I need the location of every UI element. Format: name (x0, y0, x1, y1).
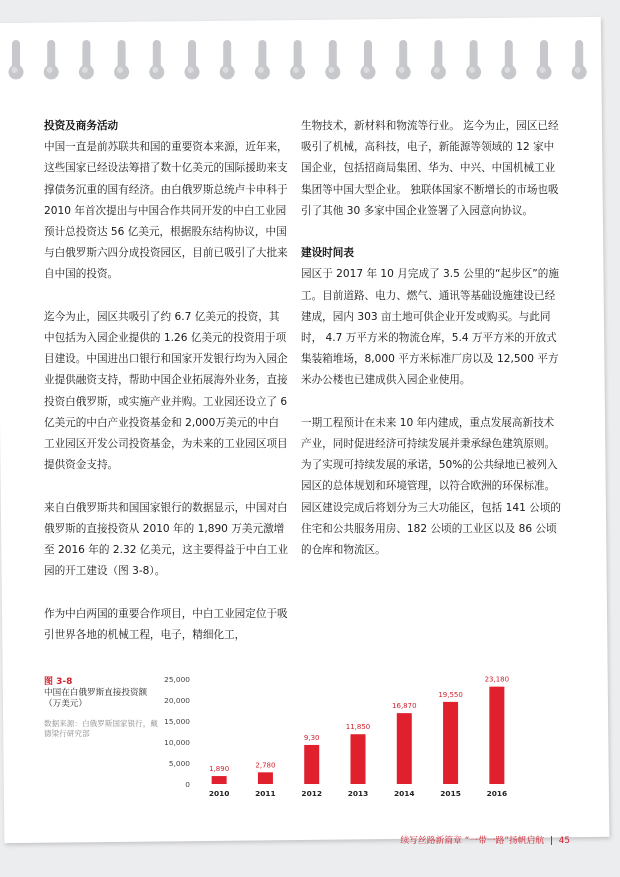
bar-2013 (351, 734, 366, 784)
y-tick-label: 15,000 (164, 717, 190, 726)
y-tick-label: 25,000 (164, 675, 190, 684)
figure-number: 图 3-8 (44, 677, 73, 687)
figure-title: 中国在白俄罗斯直接投资额（万美元） (44, 688, 148, 709)
y-tick-label: 0 (185, 780, 190, 789)
left-paragraph: 迄今为止，园区共吸引了约 6.7 亿美元的投资，其中包括为入园企业提供的 1.26 亿美元的投资用于项目建设。中国进出口银行和国家开发银行均为入园企业提供融资支持，帮助中国企业拓展海外业务，直接投资白俄罗斯，或实施产业并购。工业园还设立了 6 亿美元的中白产业投资基金和 2,000万美元的中白工业园区开发公司投资基金，为未来的工业园区项目提供资金支持。 (44, 310, 288, 472)
footer-series-title: 续写丝路新篇章 (400, 836, 462, 846)
left-paragraph: 中国一直是前苏联共和国的重要资本来源，近年来，这些国家已经设法筹措了数十亿美元的国际援助来支撑债务沉重的国有经济。由白俄罗斯总统卢卡申科于 2010 年首次提出与中国合作共同开发的中白工业园预计总投资达 56 亿美元，根据股东结构协议，中国与白俄罗斯六四分成投资园区，目前已吸引了大批来自中国的投资。 (44, 141, 288, 281)
x-tick-label: 2012 (301, 789, 323, 798)
y-tick-label: 10,000 (164, 738, 190, 747)
data-label: 16,870 (392, 702, 417, 711)
left-paragraph: 来自白俄罗斯共和国国家银行的数据显示，中国对白俄罗斯的直接投资从 2010 年的 1,890 万美元激增至 2016 年的 2.32 亿美元，这主要得益于中白工业园的开工建设（图 3-8）。 (44, 501, 289, 578)
footer-separator: | (550, 836, 553, 846)
data-label: 2,780 (255, 761, 276, 770)
left-paragraph: 作为中白两国的重要合作项目，中白工业园定位于吸引世界各地的机械工程，电子，精细化工， (44, 607, 288, 641)
x-tick-label: 2014 (393, 789, 415, 798)
x-tick-label: 2010 (208, 789, 230, 798)
bar-2014 (397, 713, 412, 784)
bar-2012 (304, 745, 319, 784)
bar-2010 (212, 776, 227, 784)
data-label: 11,850 (345, 723, 371, 732)
page-footer (380, 835, 570, 847)
page-number: 45 (558, 836, 570, 846)
footer-quote: “一带一路”扬帆启航 (464, 836, 545, 846)
data-label: 19,550 (438, 690, 463, 699)
right-intro-paragraph: 生物技术，新材料和物流等行业。 迄今为止，园区已经吸引了机械，高科技，电子，新能源等领域的 12 家中国企业，包括招商局集团、华为、中兴、中国机械工业集团等中国大型企业。 独联体国家不断增长的市场也吸引了其他 30 多家中国企业签署了入园意向协议。 (301, 120, 559, 217)
section-heading-investment: 投资及商务活动 (44, 120, 119, 132)
figure-source: 数据来源：白俄罗斯国家银行，戴德梁行研究部 (44, 719, 158, 738)
data-label: 23,180 (484, 675, 510, 684)
right-paragraph: 园区于 2017 年 10 月完成了 3.5 公里的“起步区”的施工。目前道路、电力、燃气、通讯等基础设施建设已经建成，园内 303 亩土地可供企业开发或购买。与此同时， 4.7 万平方米的物流仓库，5.4 万平方米的开放式集装箱堆场，8,000 平方米标准厂房以及 12,500 平方米办公楼也已建成供入园企业使用。 (301, 268, 559, 387)
x-tick-label: 2015 (440, 789, 461, 798)
data-label: 9,30 (303, 733, 320, 742)
bar-2016 (489, 687, 504, 784)
x-tick-label: 2013 (347, 789, 369, 798)
x-tick-label: 2011 (255, 789, 276, 798)
data-label: 1,890 (209, 765, 230, 774)
bar-2011 (258, 772, 273, 784)
section-heading-schedule: 建设时间表 (301, 247, 354, 260)
x-tick-label: 2016 (486, 789, 508, 798)
right-paragraph: 一期工程预计在未来 10 年内建成，重点发展高新技术产业，同时促进经济可持续发展并秉承绿色建筑原则。为了实现可持续发展的承诺，50%的公共绿地已被列入园区的总体规划和环境管理，以符合欧洲的环保标准。园区建设完成后将划分为三大功能区，包括 141 公顷的住宅和公共服务用房、182 公顷的工业区以及 86 公顷的仓库和物流区。 (301, 416, 562, 557)
y-tick-label: 5,000 (168, 759, 190, 768)
bar-2015 (443, 702, 458, 784)
y-tick-label: 20,000 (164, 696, 190, 705)
